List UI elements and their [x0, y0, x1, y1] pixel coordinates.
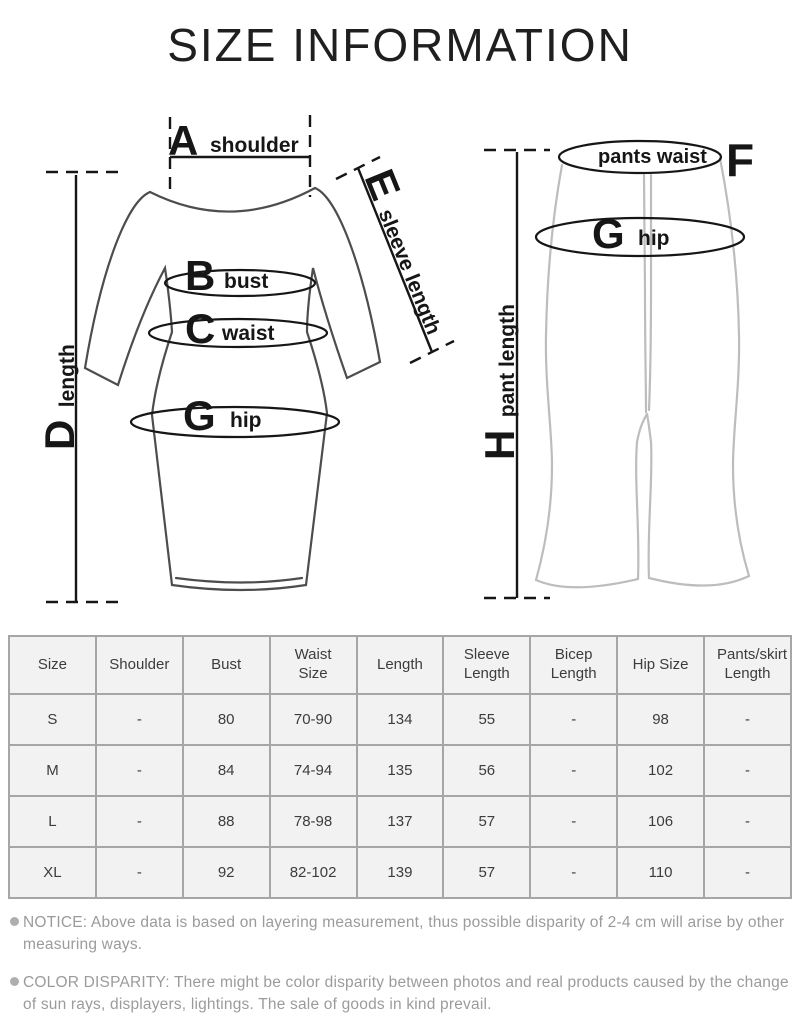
cell: -: [530, 745, 617, 796]
cell: 74-94: [270, 745, 357, 796]
shoulder-label: shoulder: [210, 134, 299, 157]
measurement-diagram: [0, 105, 800, 630]
col-shoulder: Shoulder: [96, 636, 183, 694]
col-size: Size: [9, 636, 96, 694]
dress-outline: [85, 188, 380, 590]
col-waist-size: Waist Size: [270, 636, 357, 694]
cell: -: [704, 694, 791, 745]
col-sleeve: Sleeve Length: [443, 636, 530, 694]
pants-diagram-icon: [470, 130, 800, 630]
cell: 57: [443, 796, 530, 847]
cell: 92: [183, 847, 270, 898]
notices-section: [10, 912, 792, 1017]
bullet-icon: [10, 917, 19, 926]
waist-label: waist: [222, 322, 275, 345]
cell: 56: [443, 745, 530, 796]
cell: -: [96, 847, 183, 898]
page-title: SIZE INFORMATION: [167, 19, 633, 71]
dress-diagram-icon: [30, 105, 470, 630]
cell: 80: [183, 694, 270, 745]
cell: 135: [357, 745, 444, 796]
cell: M: [9, 745, 96, 796]
cell: -: [704, 796, 791, 847]
waist-letter: C: [185, 305, 216, 352]
length-label-group: [36, 344, 83, 450]
cell: 82-102: [270, 847, 357, 898]
cell: 55: [443, 694, 530, 745]
pants-hip-label: hip: [638, 227, 670, 250]
col-bust: Bust: [183, 636, 270, 694]
cell: 106: [617, 796, 704, 847]
notice-measurement: [10, 912, 792, 957]
length-label: length: [56, 344, 79, 408]
dress-hip-letter: G: [183, 392, 216, 439]
cell: 57: [443, 847, 530, 898]
cell: -: [530, 847, 617, 898]
table-row-s: [9, 694, 791, 745]
pant-length-label-group: [476, 304, 523, 460]
notice-text: Above data is based on layering measurement, thus possible disparity of 2-4 cm will arise by other measuring ways.: [23, 914, 785, 954]
cell: XL: [9, 847, 96, 898]
cell: -: [96, 694, 183, 745]
bullet-icon: [10, 977, 19, 986]
length-letter: D: [36, 419, 83, 450]
pant-length-letter: H: [476, 429, 523, 460]
cell: L: [9, 796, 96, 847]
pant-length-label: pant length: [496, 304, 519, 418]
cell: -: [704, 847, 791, 898]
pants-waist-letter: F: [726, 134, 755, 186]
cell: -: [96, 796, 183, 847]
table-row-m: [9, 745, 791, 796]
cell: -: [530, 694, 617, 745]
notice-label: NOTICE:: [23, 914, 88, 931]
cell: 88: [183, 796, 270, 847]
sleeve-label-group: [356, 163, 464, 340]
cell: 84: [183, 745, 270, 796]
cell: -: [530, 796, 617, 847]
cell: 70-90: [270, 694, 357, 745]
dress-hip-label: hip: [230, 409, 262, 432]
sleeve-label: sleeve length: [373, 205, 445, 338]
cell: 78-98: [270, 796, 357, 847]
col-pants-skirt: Pants/skirt Length: [704, 636, 791, 694]
shoulder-letter: A: [168, 117, 199, 164]
sleeve-letter: E: [355, 162, 410, 207]
cell: 139: [357, 847, 444, 898]
table-row-l: [9, 796, 791, 847]
notice-text: There might be color disparity between photos and real products caused by the change of sun rays, displayers, lightings. The sale of goods in kind prevail.: [23, 973, 789, 1014]
col-bicep: Bicep Length: [530, 636, 617, 694]
cell: -: [704, 745, 791, 796]
table-row-xl: [9, 847, 791, 898]
pants-hip-letter: G: [592, 210, 625, 257]
cell: 134: [357, 694, 444, 745]
pants-waist-label: pants waist: [598, 146, 707, 168]
cell: -: [96, 745, 183, 796]
notice-label: COLOR DISPARITY:: [23, 973, 170, 991]
size-table-header-row: [9, 636, 791, 694]
col-hip: Hip Size: [617, 636, 704, 694]
notice-color-disparity: [10, 972, 792, 1017]
cell: S: [9, 694, 96, 745]
size-table: [8, 635, 792, 899]
col-length: Length: [357, 636, 444, 694]
bust-letter: B: [185, 252, 216, 299]
cell: 102: [617, 745, 704, 796]
bust-label: bust: [224, 270, 269, 293]
cell: 110: [617, 847, 704, 898]
cell: 98: [617, 694, 704, 745]
cell: 137: [357, 796, 444, 847]
